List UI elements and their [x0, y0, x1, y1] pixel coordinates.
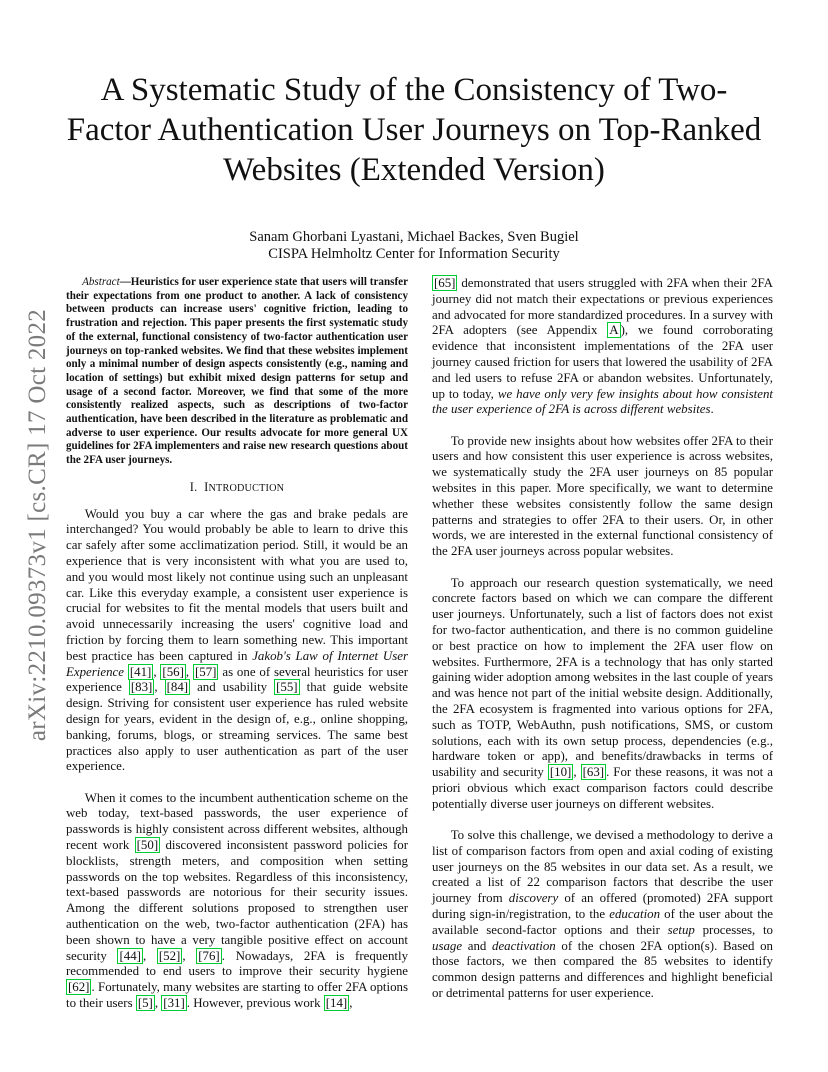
separator: . [710, 402, 714, 417]
intro-paragraph-4 [432, 576, 773, 813]
text-run: . Fortunately, many websites are starting to offer 2FA options to their users [66, 980, 408, 1011]
citation-10[interactable]: [10] [549, 765, 572, 780]
citation-link[interactable] [157, 948, 182, 964]
separator: , [573, 765, 577, 780]
text-run: that guide website design. Striving for consistent user experience has ruled website design for years, evident in the design of, e.g., online shopping, banking, forums, blogs, or streaming services. The same best practices also apply to user authentication as part of the user experience. [66, 680, 408, 774]
citation-41[interactable]: [41] [129, 664, 152, 679]
appendix-link[interactable] [607, 322, 620, 338]
intro-paragraph-3: To provide new insights about how websites offer 2FA to their users and how consistent this user experience is across websites, we systematically study the 2FA user journeys on 85 popular websites in this paper. More specifically, we want to determine whether these websites consistently follow the same design patterns and strategies to offer 2FA to their users. Or, in other words, we are interested in the external functional consistency of the 2FA user journeys across popular websites. [432, 433, 773, 559]
section-heading-introduction [66, 480, 408, 497]
emphasis-text: setup [667, 922, 695, 937]
separator: , [153, 664, 157, 679]
emphasis-text: Jakob's Law of Internet User Experience [66, 648, 408, 679]
citation-63[interactable]: [63] [582, 765, 605, 780]
text-run: and usability [190, 680, 275, 695]
citation-83[interactable]: [83] [130, 680, 153, 695]
citation-link[interactable] [117, 948, 142, 964]
right-column [432, 276, 773, 1002]
abstract [66, 276, 408, 468]
paper-affiliation: CISPA Helmholtz Center for Information Security [268, 246, 560, 262]
citation-57[interactable]: [57] [195, 664, 217, 679]
intro-paragraph-2 [66, 791, 408, 1012]
citation-56[interactable]: [56] [162, 664, 184, 679]
citation-50[interactable]: [50] [136, 838, 159, 853]
text-run: of the user about the available second-factor options and their [432, 906, 773, 937]
citation-link[interactable] [136, 995, 155, 1011]
citation-link[interactable] [161, 995, 186, 1011]
section-title-rest: NTRODUCTION [208, 482, 285, 494]
separator: , [349, 996, 353, 1011]
citation-52[interactable]: [52] [158, 948, 181, 963]
text-run: demonstrated that users struggled with 2FA when their 2FA journey did not match their expectations or previous experiences and advocated for more standardized procedures. In a survey with 2FA adopters (see Appendix [432, 276, 773, 338]
citation-84[interactable]: [84] [166, 680, 189, 695]
text-run: To approach our research question systematically, we need concrete factors based on which we can compare the different user journeys. Unfortunately, such a list of factors does not exist for two-factor authentication, and there is no common guideline or best practice on how to implement the 2FA user flow on websites. Furthermore, 2FA is a technology that has only started gaining wider adoption among websites in the last couple of years and was hence not part of the initial website design. Additionally, the 2FA ecosystem is fragmented into various options for 2FA, such as TOTP, WebAuthn, push notifications, SMS, or custom solutions, each with its own setup process, dependencies (e.g., hardware token or app), and benefits/drawbacks in terms of usability and security [432, 575, 773, 780]
intro-paragraph-5 [432, 828, 773, 1002]
citation-link[interactable] [66, 979, 91, 995]
separator: , [182, 948, 197, 963]
citation-31[interactable]: [31] [163, 996, 185, 1011]
emphasis-text: deactivation [492, 938, 556, 953]
citation-link[interactable] [193, 664, 218, 680]
separator: , [154, 680, 158, 695]
paper-authors: Sanam Ghorbani Lyastani, Michael Backes, Sven Bugiel [249, 229, 579, 245]
text-run: . For these reasons, it was not a priori obvious which exact comparison factors could describe potentially diverse user journeys on different websites. [432, 765, 773, 811]
abstract-text: Heuristics for user experience state that users will transfer their expectations from one product to another. A lack of consistency between products can increase users' cognitive friction, leading to frustration and rejection. This paper presents the first systematic study of the external, functional consistency of two-factor authentication user journeys on top-ranked websites. We find that these websites implement only a minimal number of design aspects consistently (e.g., naming and location of settings) but exhibit mixed design patterns for setup and usage of a second factor. Moreover, we find that some of the more consistently realized aspects, such as descriptions of two-factor authentication, have been described in the literature as problematic and adverse to user experience. Our results advocate for more general UX guidelines for 2FA implementers and raise new research questions about the 2FA user journeys. [66, 276, 408, 467]
citation-65[interactable]: [65] [434, 276, 456, 290]
citation-5[interactable]: [5] [137, 996, 153, 1011]
text-run: of an offered (promoted) 2FA support during sign-in/registration, to the [432, 891, 773, 921]
separator: , [142, 948, 157, 963]
separator: , [185, 664, 193, 679]
text-run: processes, to [694, 922, 773, 937]
emphasis-text: we have only very few insights about how consistent the user experience of 2FA is across different websites [432, 386, 774, 417]
text-run: as one of several heuristics for user experience [66, 664, 408, 695]
emphasis-text: usage [432, 938, 463, 953]
citation-link[interactable] [196, 948, 221, 964]
citation-link[interactable] [128, 664, 153, 680]
text-run: ), we found corroborating evidence that inconsistent implementations of the 2FA user journey caused friction for users that lowered the usability of 2FA and led users to refuse 2FA or abandon websites. Unfortunately, up to today, [432, 323, 773, 401]
arxiv-identifier-stamp [18, 290, 58, 760]
citation-link[interactable] [274, 679, 299, 695]
citation-link[interactable] [129, 679, 154, 695]
citation-link[interactable] [432, 275, 457, 291]
text-run: discovered inconsistent password policies for blocklists, strength meters, and composition when setting passwords on the top websites. Regardless of this inconsistency, text-based passwords are notorious for their security issues. Among the different solutions proposed to strengthen user authentication on the web, two-factor authentication (2FA) has been shown to have a very tangible positive effect on account security [66, 838, 408, 963]
emphasis-text: discovery [508, 891, 559, 906]
citation-55[interactable]: [55] [276, 680, 298, 695]
citation-link[interactable] [160, 664, 185, 680]
citation-14[interactable]: [14] [325, 996, 348, 1011]
emphasis-text: education [609, 906, 661, 921]
citation-link[interactable] [324, 995, 349, 1011]
citation-76[interactable]: [76] [198, 948, 220, 963]
text-run: . However, previous work [186, 996, 324, 1011]
citation-link[interactable] [581, 764, 606, 780]
intro-paragraph-continued [432, 276, 773, 418]
text-run: of the chosen 2FA option(s). Based on those factors, we then compared the 85 websites to identify common design patterns and differences and highlight beneficial or detrimental patterns for user experience. [432, 938, 773, 1000]
section-title-initial: I [204, 479, 209, 494]
arxiv-identifier-text: arXiv:2210.09373v1 [cs.CR] 17 Oct 2022 [24, 308, 51, 742]
citation-link[interactable] [548, 764, 573, 780]
citation-44[interactable]: [44] [119, 948, 141, 963]
intro-paragraph-1 [66, 507, 408, 776]
citation-link[interactable] [135, 837, 160, 853]
separator: , [154, 996, 162, 1011]
paper-title: A Systematic Study of the Consistency of Two-Factor Authentication User Journeys on Top-Ranked Websites (Extended Version) [66, 72, 762, 188]
text-run: When it comes to the incumbent authentication scheme on the web today, text-based passwords, the user experience of passwords is highly consistent across different websites, although recent work [66, 790, 408, 853]
text-run: To solve this challenge, we devised a methodology to derive a list of comparison factors from open and axial coding of existing user journeys on the 85 websites in our data set. As a result, we created a list of 22 comparison factors that describe the user journey from [432, 828, 773, 906]
text-run: Would you buy a car where the gas and brake pedals are interchanged? You would probably be able to learn to drive this car safely after some acclimatization period. Still, it would be an experience that is very inconsistent with what you are used to, and you would most likely not continue using such an unpleasant car. Like this everyday example, a consistent user experience is crucial for websites to fit the mental models that users built and avoid unnecessarily increasing the users' cognitive load and friction by forcing them to learn something new. This important best practice has been captured in [66, 506, 408, 663]
text-run: and [462, 938, 492, 953]
citation-link[interactable] [165, 679, 190, 695]
citation-62[interactable]: [62] [68, 980, 90, 995]
section-number: I. [189, 479, 198, 494]
text-run: . Nowadays, 2FA is frequently recommended to end users to improve their security hygiene [66, 948, 409, 979]
abstract-dash: — [119, 276, 131, 288]
left-column [66, 276, 408, 1012]
abstract-label: Abstract [82, 276, 120, 288]
appendix-a-link[interactable]: A [609, 323, 619, 338]
